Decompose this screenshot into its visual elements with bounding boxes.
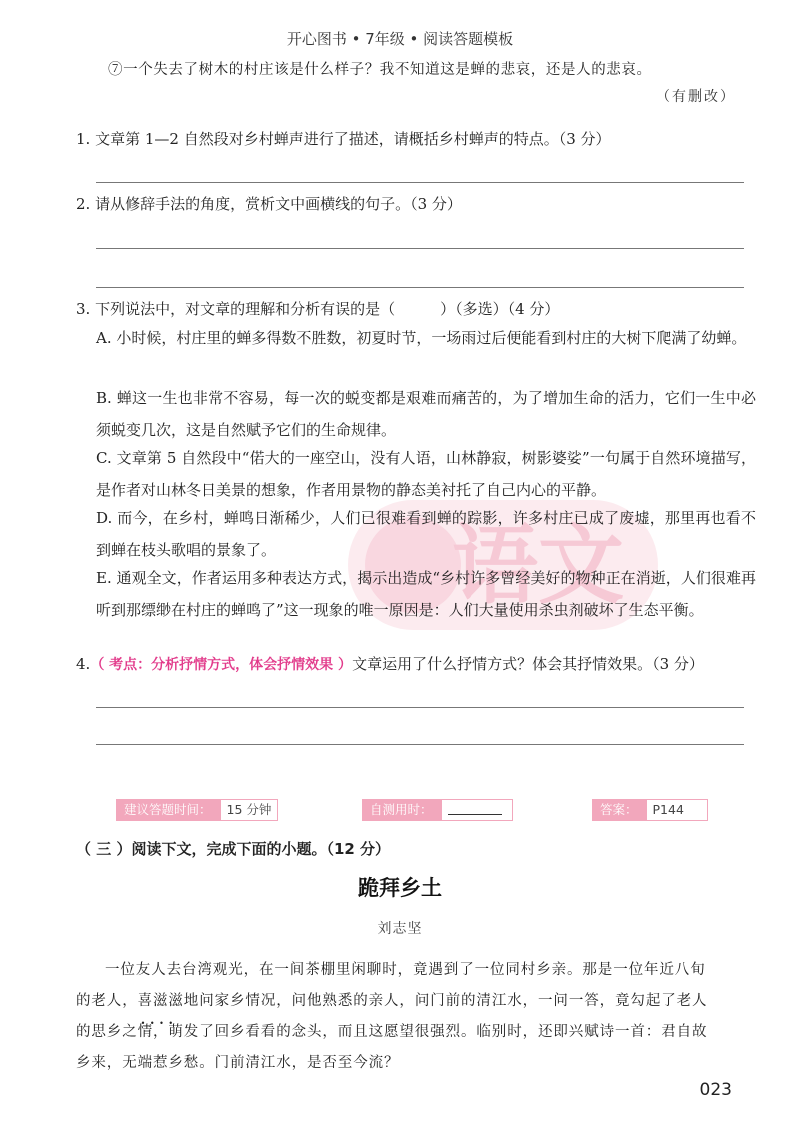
self-test-time-field[interactable] [441,799,513,821]
page-number: 023 [699,1080,732,1100]
suggested-time-label: 建议答题时间： [116,799,220,821]
answer-tag [592,799,708,821]
question-1: 1. 文章第 1—2 自然段对乡村蝉声进行了描述，请概括乡村蝉声的特点。（3 分） [76,130,611,148]
option-c: C. 文章第 5 自然段中“偌大的一座空山，没有人语，山林静寂，树影婆娑”一句属于自然环境描写，是作者对山林冬日美景的想象，作者用景物的静态美衬托了自己内心的平静。 [96,449,756,499]
answer-line [96,744,744,745]
answer-page: P144 [646,799,708,821]
article-author: 刘志坚 [377,921,423,937]
option-d: D. 而今，在乡村，蝉鸣日渐稀少，人们已很难看到蝉的踪影，许多村庄已成了废墟，那里再也看不到蝉在枝头歌唱的景象了。 [96,509,756,559]
paragraph-line: 一位友人去台湾观光，在一间茶棚里闲聊时，竟遇到了一位同村乡亲。那是一位年近八旬 [105,962,706,978]
question-4-number: 4. [76,655,91,673]
paragraph-line [76,986,746,1017]
option-b: B. 蝉这一生也非常不容易，每一次的蜕变都是艰难而痛苦的，为了增加生命的活力，它们一生中必须蜕变几次，这是自然赋予它们的生命规律。 [96,389,756,439]
section-3-heading: （ 三 ）阅读下文，完成下面的小题。（12 分） [76,840,391,858]
paragraph-line: 乡来，无端惹乡愁。门前清江水，是否至今流？ [76,1055,400,1071]
option-e: E. 通观全文，作者运用多种表达方式，揭示出造成“乡村许多曾经美好的物种正在消逝，人们很难再听到那缥缈在村庄的蝉鸣了”这一现象的唯一原因是：人们大量使用杀虫剂破坏了生态平衡。 [96,569,756,619]
suggested-time-tag [116,799,278,821]
answer-line [96,707,744,708]
question-4 [76,653,704,674]
passage-paragraph-7: ⑦一个失去了树木的村庄该是什么样子？我不知道这是蝉的悲哀，还是人的悲哀。 [108,62,652,78]
question-2: 2. 请从修辞手法的角度，赏析文中画横线的句子。（3 分） [76,195,462,213]
paragraph-text: 的老人， [76,993,138,1009]
answer-line [96,287,744,288]
exam-point-tag: （ 考点：分析抒情方式，体会抒情效果 ） [90,657,353,673]
source-note: （有删改） [656,89,736,105]
svg-text:语文: 语文 [452,516,624,616]
answer-line [96,248,744,249]
question-3: 3. 下列说法中，对文章的理解和分析有误的是（ ）（多选）（4 分） [76,300,560,318]
paragraph-line: 的思乡之情，萌发了回乡看看的念头，而且这愿望很强烈。临别时，还即兴赋诗一首：君自故 [76,1024,708,1040]
suggested-time-value: 15 分钟 [220,799,279,821]
question-4-text: 文章运用了什么抒情方式？体会其抒情效果。（3 分） [352,655,704,673]
paragraph-text: 问家乡情况，问他熟悉的亲人，问门前的清江水，一问一答，竟勾起了老人 [199,993,708,1009]
answer-label: 答案： [592,799,646,821]
self-test-time-tag [362,799,513,821]
answer-line [96,182,744,183]
option-a: A. 小时候，村庄里的蝉多得数不胜数，初夏时节，一场雨过后便能看到村庄的大树下爬满了幼蝉。 [96,329,747,347]
page-header: 开心图书 • 7年级 • 阅读答题模板 [286,30,514,48]
self-test-time-label: 自测用时： [362,799,441,821]
article-title: 跪拜乡土 [358,876,442,900]
emphasized-word: 喜滋滋地 • • [138,993,200,1009]
